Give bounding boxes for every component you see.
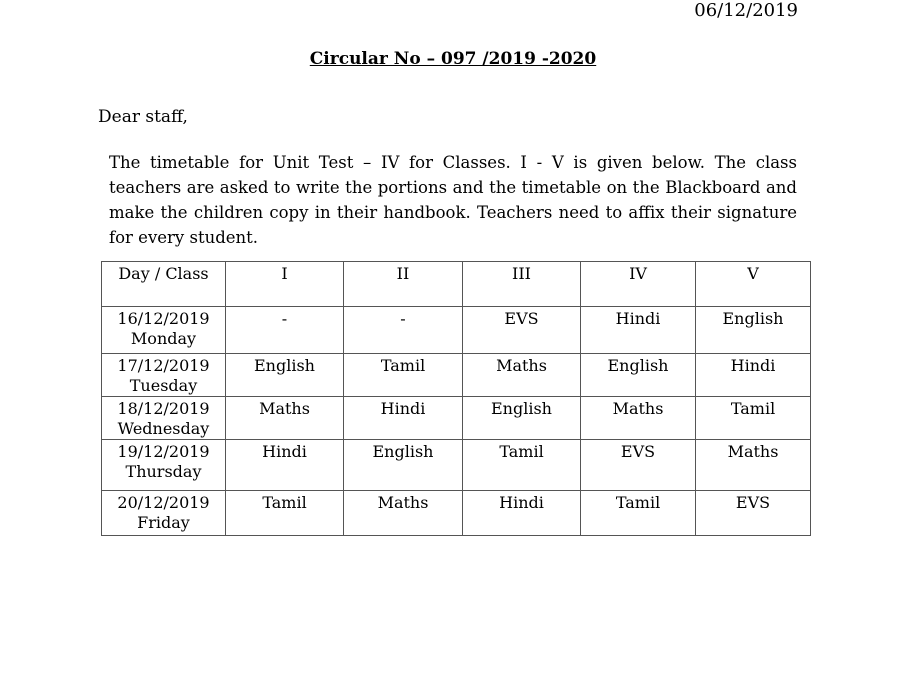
subject-cell: - <box>226 307 344 354</box>
column-header-class-2: II <box>344 262 463 307</box>
subject-cell: English <box>226 354 344 397</box>
table-row <box>102 354 811 397</box>
timetable <box>101 261 811 536</box>
day-cell <box>102 491 226 536</box>
day-cell <box>102 440 226 491</box>
subject-cell: Tamil <box>344 354 463 397</box>
row-day: Wednesday <box>117 419 210 438</box>
circular-date: 06/12/2019 <box>694 0 798 21</box>
subject-cell: Maths <box>463 354 581 397</box>
subject-cell: Tamil <box>226 491 344 536</box>
row-date: 20/12/2019 <box>117 493 210 512</box>
column-header-day-class: Day / Class <box>102 262 226 307</box>
table-row <box>102 491 811 536</box>
table-row <box>102 397 811 440</box>
subject-cell: Hindi <box>463 491 581 536</box>
subject-cell: English <box>344 440 463 491</box>
subject-cell: Hindi <box>344 397 463 440</box>
subject-cell: - <box>344 307 463 354</box>
subject-cell: Hindi <box>581 307 696 354</box>
subject-cell: Tamil <box>463 440 581 491</box>
subject-cell: Hindi <box>696 354 811 397</box>
row-date: 17/12/2019 <box>117 356 210 375</box>
subject-cell: Maths <box>226 397 344 440</box>
column-header-class-5: V <box>696 262 811 307</box>
row-date: 18/12/2019 <box>117 399 210 418</box>
day-cell <box>102 354 226 397</box>
circular-title: Circular No – 097 /2019 -2020 <box>309 49 597 69</box>
subject-cell: English <box>463 397 581 440</box>
day-cell <box>102 397 226 440</box>
table-row <box>102 307 811 354</box>
row-date: 16/12/2019 <box>117 309 210 328</box>
subject-cell: EVS <box>463 307 581 354</box>
subject-cell: Maths <box>696 440 811 491</box>
table-header-row <box>102 262 811 307</box>
salutation: Dear staff, <box>98 107 188 127</box>
subject-cell: Tamil <box>581 491 696 536</box>
subject-cell: EVS <box>696 491 811 536</box>
subject-cell: Tamil <box>696 397 811 440</box>
row-day: Friday <box>137 513 190 532</box>
subject-cell: Maths <box>344 491 463 536</box>
row-day: Monday <box>130 329 197 348</box>
column-header-class-4: IV <box>581 262 696 307</box>
day-cell <box>102 307 226 354</box>
column-header-class-1: I <box>226 262 344 307</box>
row-date: 19/12/2019 <box>117 442 210 461</box>
row-day: Thursday <box>125 462 202 481</box>
subject-cell: Maths <box>581 397 696 440</box>
subject-cell: English <box>696 307 811 354</box>
circular-body: The timetable for Unit Test – IV for Classes. I - V is given below. The class teachers are asked to write the portions and the timetable on the Blackboard and make the children copy in their handbook. Teachers need to affix their signature for every student. <box>109 153 797 247</box>
column-header-class-3: III <box>463 262 581 307</box>
table-row <box>102 440 811 491</box>
subject-cell: EVS <box>581 440 696 491</box>
row-day: Tuesday <box>129 376 198 395</box>
subject-cell: Hindi <box>226 440 344 491</box>
subject-cell: English <box>581 354 696 397</box>
